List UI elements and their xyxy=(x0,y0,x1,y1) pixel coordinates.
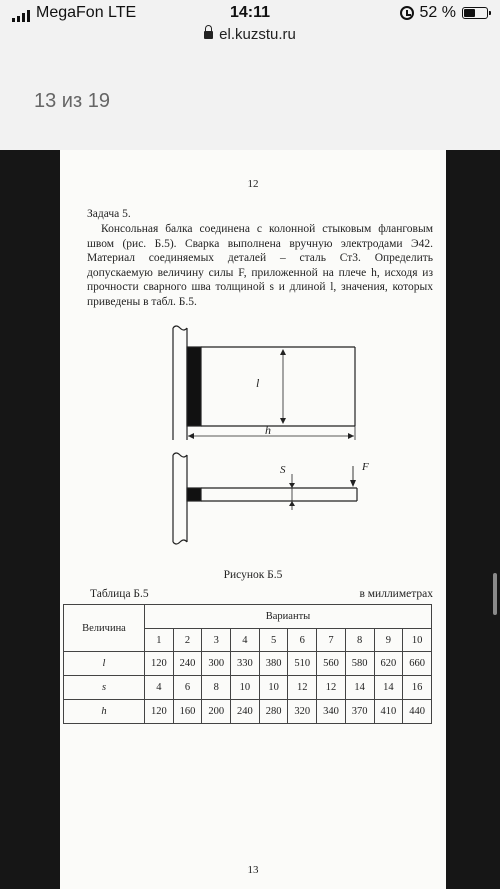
label-l: l xyxy=(256,376,260,390)
variant-number: 5 xyxy=(259,629,288,652)
battery-icon xyxy=(462,7,488,19)
table-cell: 380 xyxy=(259,652,288,676)
label-h: h xyxy=(265,423,271,437)
table-cell: 120 xyxy=(145,700,174,724)
orientation-lock-icon xyxy=(400,6,414,20)
row-quantity: h xyxy=(64,700,145,724)
table-cell: 660 xyxy=(403,652,432,676)
table-cell: 240 xyxy=(173,652,202,676)
table-cell: 410 xyxy=(374,700,403,724)
carrier-label: MegaFon LTE xyxy=(36,4,137,21)
figure-beam-weld xyxy=(60,150,446,570)
page-indicator: 13 из 19 xyxy=(34,90,110,112)
label-f: F xyxy=(362,461,369,473)
table-cell: 370 xyxy=(345,700,374,724)
variant-number: 9 xyxy=(374,629,403,652)
battery-percent: 52 % xyxy=(419,4,456,21)
table-cell: 280 xyxy=(259,700,288,724)
variant-number: 2 xyxy=(173,629,202,652)
table-cell: 240 xyxy=(231,700,260,724)
table-cell: 300 xyxy=(202,652,231,676)
scrollbar-thumb[interactable] xyxy=(493,573,497,615)
variant-number: 6 xyxy=(288,629,317,652)
table-cell: 560 xyxy=(317,652,346,676)
page-number-bottom: 13 xyxy=(247,864,259,876)
table-cell: 120 xyxy=(145,652,174,676)
table-cell: 16 xyxy=(403,676,432,700)
table-cell: 10 xyxy=(231,676,260,700)
row-quantity: l xyxy=(64,652,145,676)
table-unit: в миллиметрах xyxy=(359,588,433,600)
variant-number: 8 xyxy=(345,629,374,652)
page-number-top: 12 xyxy=(247,178,259,190)
lock-icon xyxy=(204,31,213,39)
variants-table xyxy=(63,604,432,724)
figure-caption: Рисунок Б.5 xyxy=(223,569,283,581)
variant-number: 7 xyxy=(317,629,346,652)
table-cell: 330 xyxy=(231,652,260,676)
table-cell: 620 xyxy=(374,652,403,676)
table-cell: 320 xyxy=(288,700,317,724)
variant-number: 1 xyxy=(145,629,174,652)
row-quantity: s xyxy=(64,676,145,700)
task-title: Задача 5. xyxy=(87,208,131,220)
url-text: el.kuzstu.ru xyxy=(219,26,296,43)
table-row xyxy=(64,700,432,724)
variant-number: 4 xyxy=(231,629,260,652)
header-quantity: Величина xyxy=(64,605,145,652)
variant-number: 3 xyxy=(202,629,231,652)
table-cell: 6 xyxy=(173,676,202,700)
document-page xyxy=(60,150,446,889)
table-cell: 200 xyxy=(202,700,231,724)
table-cell: 12 xyxy=(317,676,346,700)
browser-top-bar xyxy=(0,0,500,150)
table-cell: 14 xyxy=(374,676,403,700)
table-title: Таблица Б.5 xyxy=(90,588,149,600)
table-cell: 4 xyxy=(145,676,174,700)
table-cell: 12 xyxy=(288,676,317,700)
table-cell: 14 xyxy=(345,676,374,700)
table-cell: 160 xyxy=(173,700,202,724)
variant-number: 10 xyxy=(403,629,432,652)
clock: 14:11 xyxy=(229,4,271,21)
table-cell: 580 xyxy=(345,652,374,676)
table-cell: 8 xyxy=(202,676,231,700)
table-cell: 510 xyxy=(288,652,317,676)
label-s: S xyxy=(280,464,286,476)
table-row xyxy=(64,652,432,676)
table-cell: 340 xyxy=(317,700,346,724)
table-cell: 10 xyxy=(259,676,288,700)
address-bar[interactable] xyxy=(0,26,500,43)
task-text: Консольная балка соединена с колонной стыковым фланговым швом (рис. Б.5). Сварка выполнена вручную электродами Э42. Материал соединяемых деталей – сталь Ст3. Определить допускаемую величину силы F, приложенной на плече h, исходя из прочности сварного шва толщиной s и длиной l, значения, которых приведены в табл. Б.5. xyxy=(87,223,433,308)
table-cell: 440 xyxy=(403,700,432,724)
header-variants: Варианты xyxy=(145,605,432,629)
table-row xyxy=(64,676,432,700)
